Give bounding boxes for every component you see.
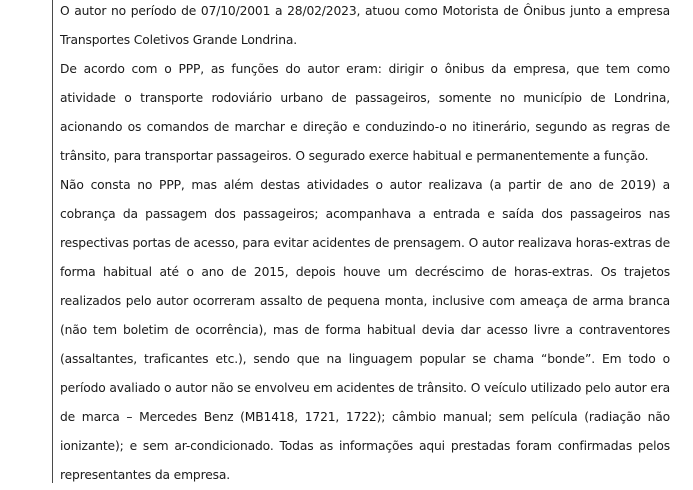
paragraph-employment-period: O autor no período de 07/10/2001 a 28/02/2023, atuou como Motorista de Ônibus junto a empresa Transportes Coletivos Grande Londrina. [60,4,670,47]
document-body [60,0,670,490]
paragraph-additional-activities: Não consta no PPP, mas além destas atividades o autor realizava (a partir de ano de 2019) a cobrança da passagem dos passageiros; acompanhava a entrada e saída dos passageiros nas respectivas portas de acesso, para evitar acidentes de prensagem. O autor realizava horas-extras de forma habitual até o ano de 2015, depois houve um decréscimo de horas-extras. Os trajetos realizados pelo autor ocorreram assalto de pequena monta, inclusive com ameaça de arma branca (não tem boletim de ocorrência), mas de forma habitual devia dar acesso livre a contraventores (assaltantes, traficantes etc.), sendo que na linguagem popular se chama “bonde”. Em todo o período avaliado o autor não se envolveu em acidentes de trânsito. O veículo utilizado pelo autor era de marca – Mercedes Benz (MB1418, 1721, 1722); câmbio manual; sem película (radiação não ionizante); e sem ar-condicionado. Todas as informações aqui prestadas foram confirmadas pelos representantes da empresa. [60,178,670,482]
paragraph-ppp-functions: De acordo com o PPP, as funções do autor eram: dirigir o ônibus da empresa, que tem como atividade o transporte rodoviário urbano de passageiros, somente no município de Londrina, acionando os comandos de marchar e direção e conduzindo-o no itinerário, segundo as regras de trânsito, para transportar passageiros. O segurado exerce habitual e permanentemente a função. [60,62,670,163]
left-margin-rule [52,0,53,483]
